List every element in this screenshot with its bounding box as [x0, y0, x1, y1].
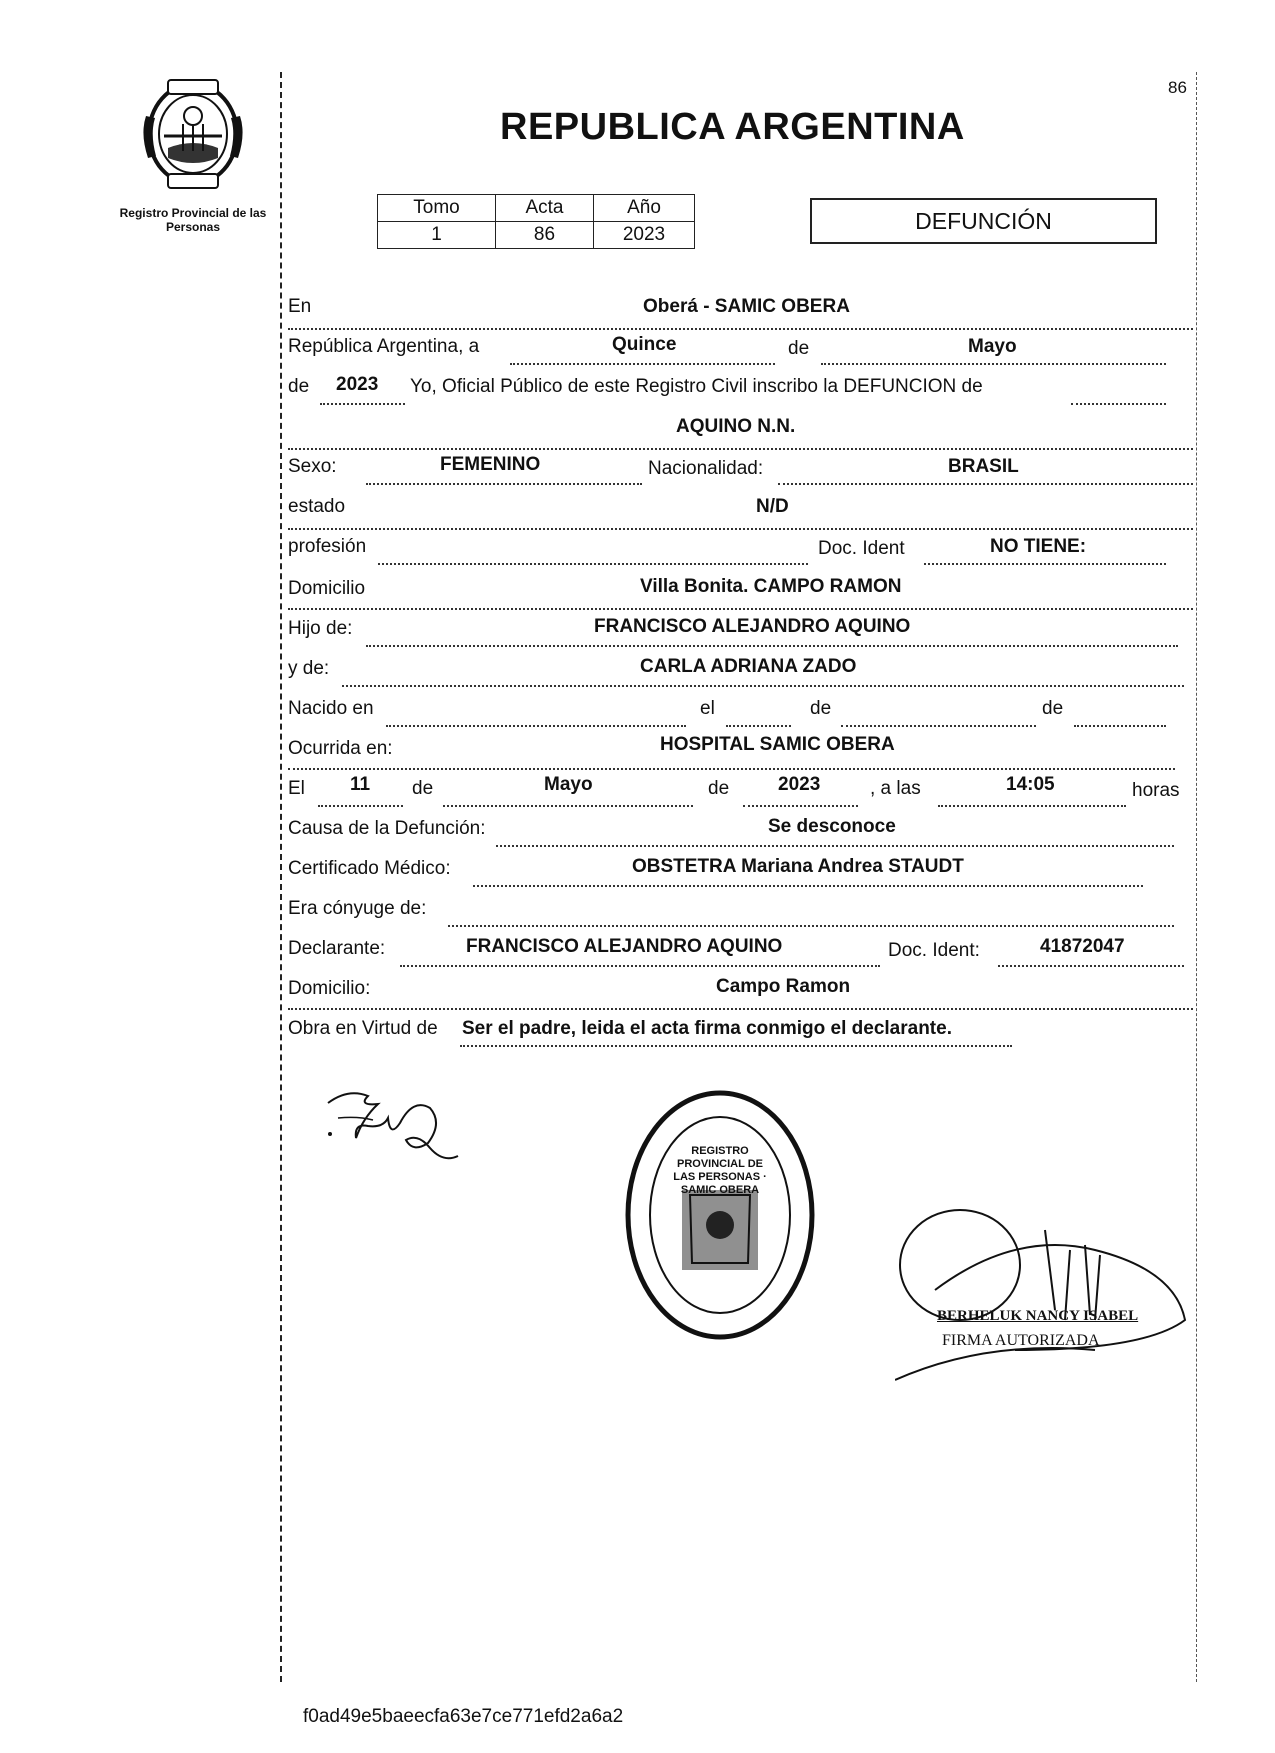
province-seal-logo: [138, 76, 248, 194]
certificado-label: Certificado Médico:: [288, 858, 451, 879]
month: Mayo: [968, 336, 1017, 357]
anio-value: 2023: [594, 222, 695, 249]
row-inscribo: [288, 368, 1193, 408]
row-conyuge: [288, 888, 1193, 928]
sexo-label: Sexo:: [288, 456, 337, 477]
official-stamp: [620, 1085, 820, 1345]
domicilio-label: Domicilio: [288, 578, 366, 599]
certificado-value: OBSTETRA Mariana Andrea STAUDT: [632, 856, 964, 877]
declarante-label: Declarante:: [288, 938, 386, 959]
causa-value: Se desconoce: [768, 816, 896, 837]
document-hash: f0ad49e5baeecfa63e7ce771efd2a6a2: [303, 1706, 624, 1727]
de-year-label: de: [288, 376, 310, 397]
record-type: DEFUNCIÓN: [915, 207, 1052, 234]
record-type-box: [810, 198, 1157, 244]
death-month: Mayo: [544, 774, 593, 795]
causa-label: Causa de la Defunción:: [288, 818, 486, 839]
record-table: [377, 194, 695, 249]
nacido-de-label-1: de: [810, 698, 832, 719]
authorized-signature-role: FIRMA AUTORIZADA: [942, 1332, 1100, 1349]
row-profesion: [288, 528, 1193, 568]
tomo-value: 1: [378, 222, 496, 249]
acta-value: 86: [496, 222, 594, 249]
conyuge-label: Era cónyuge de:: [288, 898, 427, 919]
row-nacido: [288, 688, 1193, 728]
row-certificado: [288, 848, 1193, 888]
en-value: Oberá - SAMIC OBERA: [643, 296, 850, 317]
death-de-label-2: de: [708, 778, 730, 799]
ocurrida-label: Ocurrida en:: [288, 738, 393, 759]
nacido-label: Nacido en: [288, 698, 374, 719]
de-label: de: [788, 338, 810, 359]
page-title: REPUBLICA ARGENTINA: [500, 106, 965, 148]
acta-header: Acta: [496, 195, 594, 222]
right-margin-line: [1196, 72, 1197, 1682]
estado-value: N/D: [756, 496, 789, 517]
horas-label: horas: [1132, 780, 1180, 801]
page-number: 86: [1168, 78, 1187, 97]
row-hijo: [288, 608, 1193, 648]
left-margin-line: [280, 72, 282, 1682]
year: 2023: [336, 374, 379, 395]
day-word: Quince: [612, 334, 677, 355]
death-day: 11: [350, 774, 371, 795]
ocurrida-value: HOSPITAL SAMIC OBERA: [660, 734, 895, 755]
row-ocurrida: [288, 728, 1175, 770]
row-sexo: [288, 448, 1193, 488]
row-yde: [288, 648, 1193, 688]
hijo-label: Hijo de:: [288, 618, 353, 639]
father-name: FRANCISCO ALEJANDRO AQUINO: [594, 616, 911, 637]
doc-value: NO TIENE:: [990, 536, 1087, 557]
obra-value: Ser el padre, leida el acta firma conmigo el declarante.: [462, 1018, 952, 1039]
declarante-value: FRANCISCO ALEJANDRO AQUINO: [466, 936, 783, 957]
row-en: [288, 288, 1193, 330]
anio-header: Año: [594, 195, 695, 222]
obra-label: Obra en Virtud de: [288, 1018, 438, 1039]
death-time: 14:05: [1006, 774, 1055, 795]
row-obra: [288, 1008, 1193, 1048]
el-label: el: [700, 698, 715, 719]
death-year: 2023: [778, 774, 821, 795]
row-republica: [288, 328, 1193, 368]
domicilio-value: Villa Bonita. CAMPO RAMON: [640, 576, 902, 597]
deceased-name: AQUINO N.N.: [676, 416, 796, 437]
nacionalidad-label: Nacionalidad:: [648, 458, 764, 479]
row-causa: [288, 808, 1193, 848]
row-declarante: [288, 928, 1193, 968]
doc-ident-label: Doc. Ident:: [888, 940, 980, 961]
estado-label: estado: [288, 496, 346, 517]
en-label: En: [288, 296, 312, 317]
registry-caption: Registro Provincial de las Personas: [119, 206, 267, 234]
sexo-value: FEMENINO: [440, 454, 541, 475]
row-name: [288, 408, 1193, 450]
alas-label: , a las: [870, 778, 921, 799]
doc-label: Doc. Ident: [818, 538, 905, 559]
yde-label: y de:: [288, 658, 330, 679]
nacido-de-label-2: de: [1042, 698, 1064, 719]
nacionalidad-value: BRASIL: [948, 456, 1019, 477]
declarante-doc: 41872047: [1040, 936, 1125, 957]
inscribo-text: Yo, Oficial Público de este Registro Civil inscribo la DEFUNCION de: [410, 376, 983, 397]
tomo-header: Tomo: [378, 195, 496, 222]
death-de-label-1: de: [412, 778, 434, 799]
row-domicilio: [288, 568, 1193, 610]
row-estado: [288, 488, 1193, 530]
authorized-signature-name: BERHELUK NANCY ISABEL: [937, 1308, 1139, 1324]
domicilio2-value: Campo Ramon: [716, 976, 851, 997]
stamp-text: REGISTRO PROVINCIAL DE LAS PERSONAS · SAMIC OBERA: [673, 1145, 767, 1196]
domicilio2-label: Domicilio:: [288, 978, 371, 999]
authorized-signature-scribble: [895, 1190, 1195, 1400]
row-domicilio2: [288, 968, 1193, 1010]
mother-name: CARLA ADRIANA ZADO: [640, 656, 857, 677]
republica-label: República Argentina, a: [288, 336, 480, 357]
profesion-label: profesión: [288, 536, 367, 557]
declarant-signature: [318, 1078, 468, 1168]
el-cap-label: El: [288, 778, 305, 799]
row-death-date: [288, 768, 1193, 808]
